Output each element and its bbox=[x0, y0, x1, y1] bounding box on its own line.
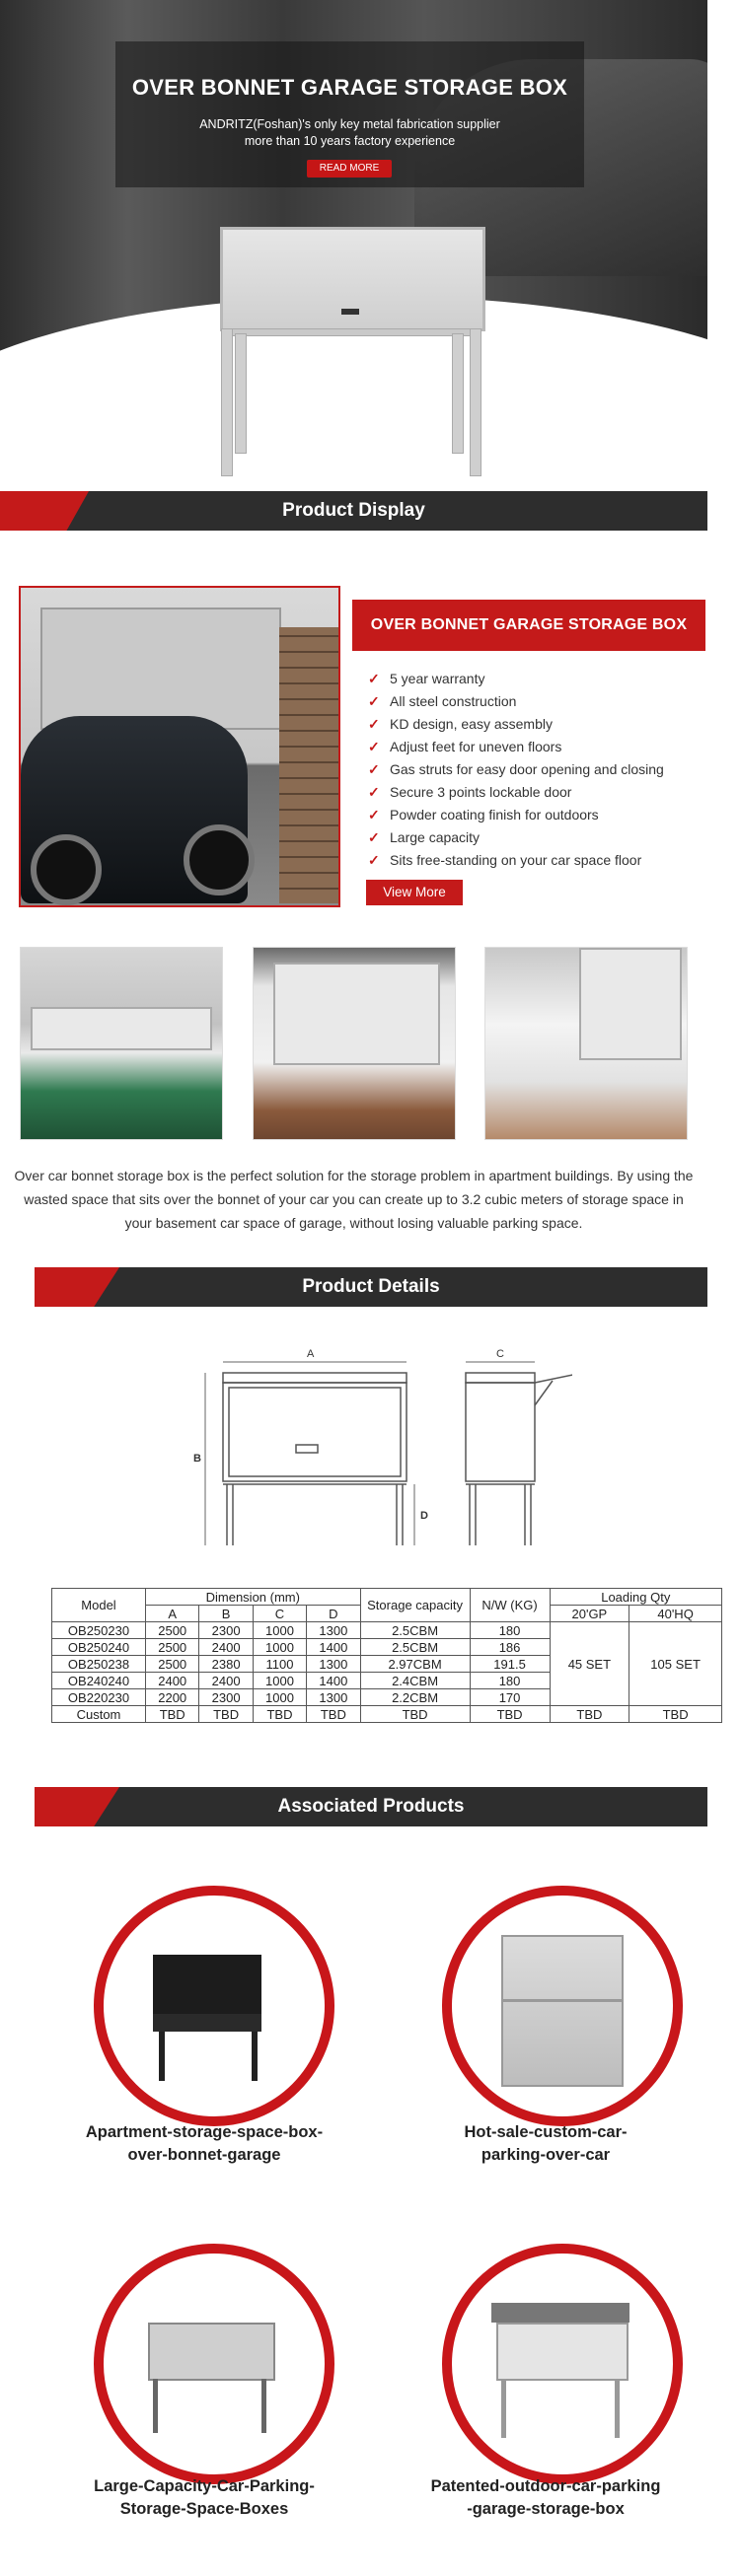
cell-b: 2380 bbox=[199, 1656, 253, 1673]
cell-c: 1000 bbox=[253, 1673, 306, 1689]
cell-c: 1000 bbox=[253, 1639, 306, 1656]
feature-text: All steel construction bbox=[390, 693, 517, 709]
check-icon: ✓ bbox=[368, 693, 380, 709]
feature-text: Sits free-standing on your car space floor bbox=[390, 852, 642, 868]
column-header: Loading Qty bbox=[550, 1589, 721, 1606]
list-item bbox=[366, 668, 702, 690]
cell-d: 1300 bbox=[307, 1622, 360, 1639]
feature-text: Gas struts for easy door opening and closing bbox=[390, 761, 664, 777]
associated-product-image[interactable] bbox=[94, 1886, 334, 2126]
column-header: C bbox=[253, 1606, 306, 1622]
dimension-label-d: D bbox=[420, 1510, 428, 1522]
feature-text: Powder coating finish for outdoors bbox=[390, 807, 599, 823]
list-item bbox=[366, 849, 702, 872]
hero-banner bbox=[0, 0, 707, 493]
feature-text: Secure 3 points lockable door bbox=[390, 784, 572, 800]
product-description: Over car bonnet storage box is the perfect solution for the storage problem in apartment buildings. By using the wasted space that sits over the bonnet of your car you can create up to 3.2 cubic meters of storage space in your basement car space of garage, without losing valuable parking space. bbox=[14, 1168, 694, 1231]
column-header: Model bbox=[52, 1589, 146, 1622]
product-title-line[interactable]: Hot-sale-custom-car- bbox=[464, 2123, 628, 2141]
associated-product-title[interactable] bbox=[388, 2121, 703, 2167]
product-thumbnail[interactable] bbox=[20, 947, 223, 1140]
hero-box-leg bbox=[452, 333, 464, 454]
cell-a: TBD bbox=[146, 1706, 199, 1723]
cell-model: OB220230 bbox=[52, 1689, 146, 1706]
section-header-product-display bbox=[0, 491, 707, 531]
hero-subtitle-line1: ANDRITZ(Foshan)'s only key metal fabrication supplier bbox=[199, 117, 500, 131]
product-title-line[interactable]: parking-over-car bbox=[481, 2146, 611, 2164]
cell-b: 2400 bbox=[199, 1639, 253, 1656]
check-icon: ✓ bbox=[368, 716, 380, 732]
cell-nw: 186 bbox=[470, 1639, 550, 1656]
check-icon: ✓ bbox=[368, 807, 380, 823]
hero-title: OVER BONNET GARAGE STORAGE BOX bbox=[131, 75, 568, 100]
table-header-row bbox=[52, 1589, 722, 1606]
associated-product-title[interactable] bbox=[46, 2121, 362, 2167]
product-thumbnail[interactable] bbox=[484, 947, 688, 1140]
cell-b: 2300 bbox=[199, 1689, 253, 1706]
associated-product-image[interactable] bbox=[442, 2244, 683, 2484]
list-item bbox=[366, 758, 702, 781]
list-item bbox=[366, 804, 702, 826]
cell-nw: 180 bbox=[470, 1622, 550, 1639]
table-row bbox=[52, 1706, 722, 1723]
cell-d: TBD bbox=[307, 1706, 360, 1723]
column-header: N/W (KG) bbox=[470, 1589, 550, 1622]
check-icon: ✓ bbox=[368, 852, 380, 868]
product-title-line[interactable]: -garage-storage-box bbox=[467, 2500, 625, 2518]
hero-subtitle bbox=[115, 116, 584, 150]
cell-loading-40hq: 105 SET bbox=[629, 1622, 722, 1706]
cell-d: 1400 bbox=[307, 1673, 360, 1689]
feature-list bbox=[366, 668, 702, 872]
cell-a: 2500 bbox=[146, 1639, 199, 1656]
cell-storage: 2.5CBM bbox=[360, 1639, 470, 1656]
column-header: A bbox=[146, 1606, 199, 1622]
list-item bbox=[366, 826, 702, 849]
cell-d: 1400 bbox=[307, 1639, 360, 1656]
cell-d: 1300 bbox=[307, 1656, 360, 1673]
cell-model: OB250238 bbox=[52, 1656, 146, 1673]
cell-d: 1300 bbox=[307, 1689, 360, 1706]
read-more-button[interactable]: READ MORE bbox=[307, 160, 392, 178]
section-title: Product Display bbox=[282, 500, 425, 521]
cell-c: 1100 bbox=[253, 1656, 306, 1673]
check-icon: ✓ bbox=[368, 739, 380, 754]
cell-storage: TBD bbox=[360, 1706, 470, 1723]
cell-a: 2200 bbox=[146, 1689, 199, 1706]
column-header: 40'HQ bbox=[629, 1606, 722, 1622]
cell-c: 1000 bbox=[253, 1689, 306, 1706]
section-title: Product Details bbox=[302, 1276, 440, 1297]
spec-table bbox=[51, 1588, 722, 1723]
associated-product-image[interactable] bbox=[94, 2244, 334, 2484]
cell-model: OB240240 bbox=[52, 1673, 146, 1689]
list-item bbox=[366, 736, 702, 758]
column-header: Dimension (mm) bbox=[146, 1589, 361, 1606]
section-header-product-details bbox=[35, 1267, 707, 1307]
list-item bbox=[366, 713, 702, 736]
product-title-banner: OVER BONNET GARAGE STORAGE BOX bbox=[352, 600, 705, 651]
check-icon: ✓ bbox=[368, 829, 380, 845]
cell-nw: 191.5 bbox=[470, 1656, 550, 1673]
dimension-drawing bbox=[187, 1336, 572, 1563]
cell-c: 1000 bbox=[253, 1622, 306, 1639]
hero-box-leg bbox=[235, 333, 247, 454]
column-header: Storage capacity bbox=[360, 1589, 470, 1622]
cell-storage: 2.4CBM bbox=[360, 1673, 470, 1689]
list-item bbox=[366, 781, 702, 804]
check-icon: ✓ bbox=[368, 784, 380, 800]
cell-b: 2300 bbox=[199, 1622, 253, 1639]
product-title-line[interactable]: over-bonnet-garage bbox=[127, 2146, 281, 2164]
product-main-photo bbox=[19, 586, 340, 907]
cell-nw: TBD bbox=[470, 1706, 550, 1723]
cell-c: TBD bbox=[253, 1706, 306, 1723]
feature-text: 5 year warranty bbox=[390, 671, 485, 686]
cell-model: OB250230 bbox=[52, 1622, 146, 1639]
check-icon: ✓ bbox=[368, 761, 380, 777]
cell-storage: 2.5CBM bbox=[360, 1622, 470, 1639]
view-more-button[interactable]: View More bbox=[366, 880, 463, 905]
product-title-line[interactable]: Patented-outdoor-car-parking bbox=[430, 2477, 661, 2495]
hero-box-leg bbox=[221, 328, 233, 476]
cell-loading-40hq: TBD bbox=[629, 1706, 722, 1723]
list-item bbox=[366, 690, 702, 713]
cell-loading-20gp: TBD bbox=[550, 1706, 629, 1723]
cell-a: 2400 bbox=[146, 1673, 199, 1689]
check-icon: ✓ bbox=[368, 671, 380, 686]
cell-b: TBD bbox=[199, 1706, 253, 1723]
feature-text: Adjust feet for uneven floors bbox=[390, 739, 562, 754]
hero-subtitle-line2: more than 10 years factory experience bbox=[244, 134, 456, 148]
cell-nw: 180 bbox=[470, 1673, 550, 1689]
cell-model: OB250240 bbox=[52, 1639, 146, 1656]
cell-storage: 2.2CBM bbox=[360, 1689, 470, 1706]
hero-box-leg bbox=[470, 328, 481, 476]
feature-text: Large capacity bbox=[390, 829, 481, 845]
feature-text: KD design, easy assembly bbox=[390, 716, 553, 732]
product-thumbnail[interactable] bbox=[253, 947, 456, 1140]
hero-storage-box-image bbox=[220, 227, 485, 331]
column-header: D bbox=[307, 1606, 360, 1622]
hero-box-frame bbox=[229, 328, 473, 336]
column-header: 20'GP bbox=[550, 1606, 629, 1622]
associated-product-image[interactable] bbox=[442, 1886, 683, 2126]
associated-product-title[interactable] bbox=[46, 2475, 362, 2521]
column-header: B bbox=[199, 1606, 253, 1622]
product-title-line[interactable]: Apartment-storage-space-box- bbox=[85, 2123, 324, 2141]
cell-a: 2500 bbox=[146, 1656, 199, 1673]
dimension-label-b: B bbox=[193, 1453, 201, 1465]
product-title-line[interactable]: Large-Capacity-Car-Parking- bbox=[94, 2477, 315, 2495]
cell-model: Custom bbox=[52, 1706, 146, 1723]
cell-nw: 170 bbox=[470, 1689, 550, 1706]
dimension-label-a: A bbox=[307, 1348, 315, 1360]
product-title-line[interactable]: Storage-Space-Boxes bbox=[119, 2500, 289, 2518]
cell-loading-20gp: 45 SET bbox=[550, 1622, 629, 1706]
cell-storage: 2.97CBM bbox=[360, 1656, 470, 1673]
cell-a: 2500 bbox=[146, 1622, 199, 1639]
table-row bbox=[52, 1622, 722, 1639]
dimension-label-c: C bbox=[496, 1348, 504, 1360]
section-header-associated-products bbox=[35, 1787, 707, 1826]
section-title: Associated Products bbox=[277, 1796, 465, 1817]
associated-product-title[interactable] bbox=[388, 2475, 703, 2521]
cell-b: 2400 bbox=[199, 1673, 253, 1689]
